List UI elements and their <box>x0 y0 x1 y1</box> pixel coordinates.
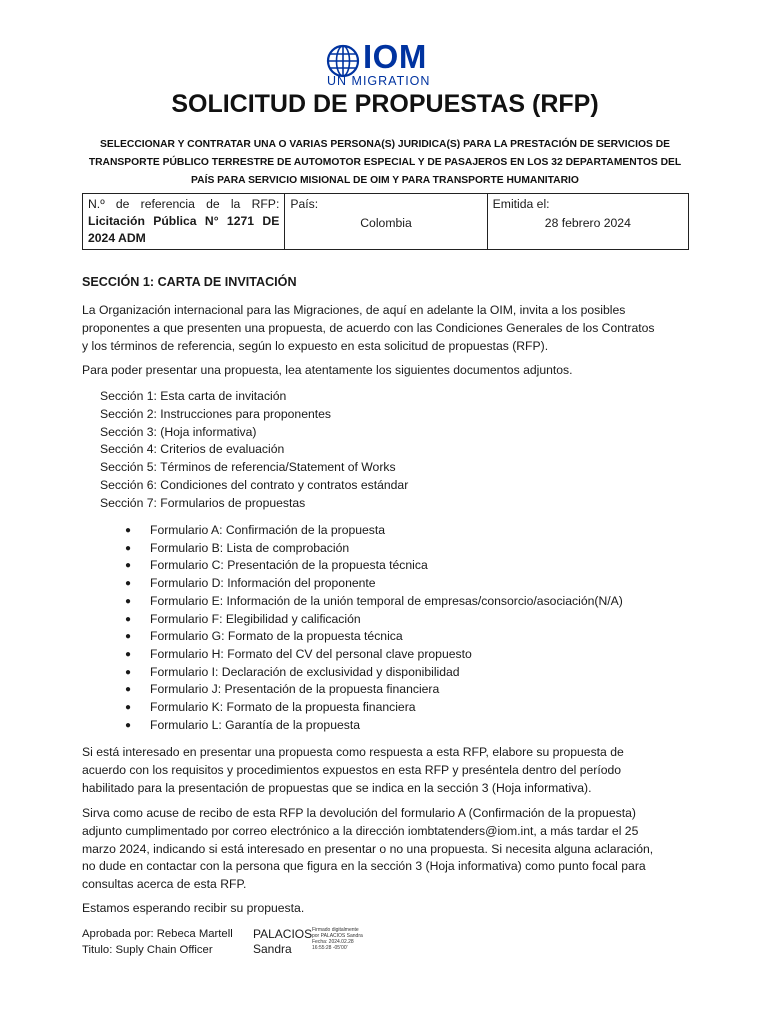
section-item: Sección 5: Términos de referencia/Statement of Works <box>100 460 396 475</box>
document-subtitle <box>70 136 700 190</box>
reference-cell <box>83 194 285 250</box>
paragraph-line: adjunto cumplimentado por correo electrónico a la dirección iombtatenders@iom.int, a más tardar el 25 <box>82 823 639 838</box>
paragraph-line: proponentes a que presenten una propuesta, de acuerdo con las Condiciones Generales de los Contratos <box>82 320 655 335</box>
form-item: ● Formulario K: Formato de la propuesta financiera <box>150 699 623 717</box>
form-item: ● Formulario B: Lista de comprobación <box>150 540 623 558</box>
intro-paragraph <box>82 302 692 355</box>
section-heading: SECCIÓN 1: CARTA DE INVITACIÓN <box>82 275 297 289</box>
section-item: Sección 7: Formularios de propuestas <box>100 495 306 510</box>
digital-signature-details <box>312 927 363 951</box>
country-label: País: <box>290 197 319 211</box>
form-item: ● Formulario I: Declaración de exclusividad y disponibilidad <box>150 664 623 682</box>
paragraph-line: Si está interesado en presentar una propuesta como respuesta a esta RFP, elabore su propuesta de <box>82 745 624 759</box>
approved-by: Aprobada por: Rebeca Martell <box>82 928 233 940</box>
issued-value: 28 febrero 2024 <box>544 216 631 230</box>
approval-block <box>82 926 233 958</box>
paragraph-line: Sirva como acuse de recibo de esta RFP la devolución del formulario A (Confirmación de la propuesta) <box>82 806 636 820</box>
section-item: Sección 2: Instrucciones para proponentes <box>100 406 332 421</box>
reference-value: Licitación Pública N° 1271 DE 2024 ADM <box>88 214 280 245</box>
section-item: Sección 1: Esta carta de invitación <box>100 389 287 403</box>
section-item: Sección 6: Condiciones del contrato y contratos estándar <box>100 477 409 492</box>
digital-signature-line: Firmado digitalmente <box>312 927 359 933</box>
paragraph-line: y los términos de referencia, según lo expuesto en esta solicitud de propuestas (RFP). <box>82 338 549 353</box>
signature-name <box>253 927 312 957</box>
paragraph-line: La Organización internacional para las Migraciones, de aquí en adelante la OIM, invita a los posibles <box>82 303 626 317</box>
digital-signature-line: 16:55:28 -05'00' <box>312 945 348 951</box>
country-cell <box>285 194 487 250</box>
acknowledgement-paragraph <box>82 805 692 894</box>
subtitle-line: TRANSPORTE PÚBLICO TERRESTRE DE AUTOMOTOR ESPECIAL Y DE PASAJEROS EN LOS 32 DEPARTAMENTOS DEL <box>88 157 682 168</box>
signature-given-name: Sandra <box>253 942 292 956</box>
reference-table <box>82 193 689 250</box>
form-item: ● Formulario D: Información del proponente <box>150 575 623 593</box>
logo-brand: IOM <box>363 38 427 75</box>
logo-tagline: UN MIGRATION <box>327 74 431 88</box>
digital-signature-line: por PALACIOS Sandra <box>312 933 363 939</box>
digital-signature-line: Fecha: 2024.02.28 <box>312 939 354 945</box>
form-item: ● Formulario G: Formato de la propuesta técnica <box>150 628 623 646</box>
paragraph-line: habilitado para la presentación de propuestas que se indica en la sección 3 (Hoja informativa). <box>82 780 592 795</box>
section-item: Sección 4: Criterios de evaluación <box>100 442 285 457</box>
page-title: SOLICITUD DE PROPUESTAS (RFP) <box>171 90 599 118</box>
paragraph-line: consultas acerca de esta RFP. <box>82 877 247 892</box>
section-item: Sección 3: (Hoja informativa) <box>100 424 257 439</box>
forms-list <box>150 522 623 734</box>
form-item: ● Formulario L: Garantía de la propuesta <box>150 717 623 735</box>
iom-logo <box>326 38 446 88</box>
country-value: Colombia <box>360 216 412 230</box>
paragraph-line: no dude en contactar con la persona que figura en la sección 3 (Hoja informativa) como punto focal para <box>82 859 646 874</box>
form-item: ● Formulario C: Presentación de la propuesta técnica <box>150 557 623 575</box>
form-item: ● Formulario J: Presentación de la propuesta financiera <box>150 681 623 699</box>
form-item: ● Formulario F: Elegibilidad y calificación <box>150 611 623 629</box>
un-emblem-icon <box>326 44 360 78</box>
closing-line: Estamos esperando recibir su propuesta. <box>82 901 305 915</box>
subtitle-line: PAÍS PARA SERVICIO MISIONAL DE OIM Y PARA TRANSPORTE HUMANITARIO <box>191 175 579 186</box>
subtitle-line: SELECCIONAR Y CONTRATAR UNA O VARIAS PERSONA(S) JURIDICA(S) PARA LA PRESTACIÓN DE SERVICIOS DE <box>100 139 670 150</box>
form-item: ● Formulario H: Formato del CV del personal clave propuesto <box>150 646 623 664</box>
sections-list <box>100 388 408 513</box>
signature-surname: PALACIOS <box>253 927 313 941</box>
reference-label: N.º de referencia de la RFP: <box>88 197 280 211</box>
paragraph-line: marzo 2024, indicando si está interesado en presentar o no una propuesta. Si necesita alguna aclaración, <box>82 841 654 856</box>
form-item: ● Formulario A: Confirmación de la propuesta <box>150 522 623 540</box>
form-item: ● Formulario E: Información de la unión temporal de empresas/consorcio/asociación(N/A) <box>150 593 623 611</box>
approver-title: Titulo: Suply Chain Officer <box>82 944 213 956</box>
paragraph-line: acuerdo con los requisitos y procedimientos expuestos en esta RFP y preséntela dentro del período <box>82 762 622 777</box>
interest-paragraph <box>82 744 692 797</box>
issued-cell <box>487 194 688 250</box>
issued-label: Emitida el: <box>492 197 550 211</box>
documents-intro: Para poder presentar una propuesta, lea atentamente los siguientes documentos adjuntos. <box>82 363 573 377</box>
